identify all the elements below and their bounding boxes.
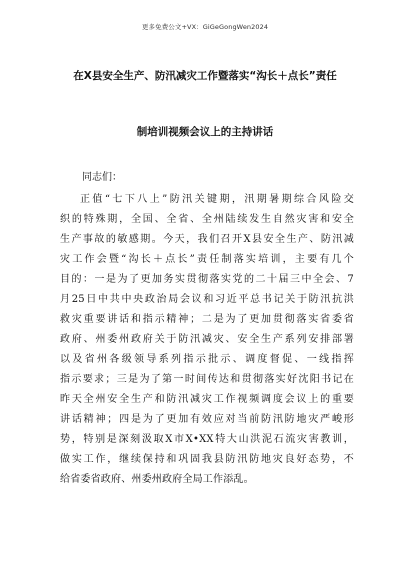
body-line: 给省委省政府、州委州政府全局工作添乱。 (60, 474, 254, 485)
body-paragraph (60, 190, 354, 490)
body-line: 正值“七下八上”防汛关键期，汛期暑期综合风险交 (80, 194, 354, 205)
document-title-line-2: 制培训视频会议上的主持讲话 (136, 126, 274, 138)
header-note: 更多免费公文+VX：GiGeGongWen2024 (141, 23, 269, 31)
body-line: 指示要求；三是为了第一时间传达和贯彻落实好沈阳书记在 (60, 374, 354, 385)
document-title-line-1: 在X县安全生产、防汛减灾工作暨落实“沟长＋点长”责任 (73, 70, 337, 82)
salutation: 同志们： (82, 172, 122, 183)
body-line: 昨天全州安全生产和防汛减灾工作视频调度会议上的重要 (60, 394, 354, 405)
body-line: 生产事故的敏感期。今天，我们召开X县安全生产、防汛减 (60, 234, 354, 245)
body-line: 救灾重要讲话和指示精神；二是为了更加贯彻落实省委省 (60, 314, 354, 325)
body-line: 月25日中共中央政治局会议和习近平总书记关于防汛抗洪 (60, 294, 354, 305)
body-line: 灾工作会暨“沟长＋点长”责任制落实培训，主要有几个 (60, 254, 354, 265)
body-line: 政府、州委州政府关于防汛减灾、安全生产系列安排部署 (60, 334, 354, 345)
body-line: 目的：一是为了更加务实贯彻落实党的二十届三中全会、7 (60, 274, 354, 285)
body-line: 织的特殊期，全国、全省、全州陆续发生自然灾害和安全 (60, 214, 354, 225)
body-line: 以及省州各级领导系列指示批示、调度督促、一线指挥 (60, 354, 354, 365)
body-line: 做实工作，继续保持和巩固我县防汛防地灾良好态势，不 (60, 454, 354, 465)
body-line: 势，特别是深刻汲取X市X•XX特大山洪泥石流灾害教训， (60, 434, 354, 445)
body-line: 讲话精神；四是为了更加有效应对当前防汛防地灾严峻形 (60, 414, 354, 425)
